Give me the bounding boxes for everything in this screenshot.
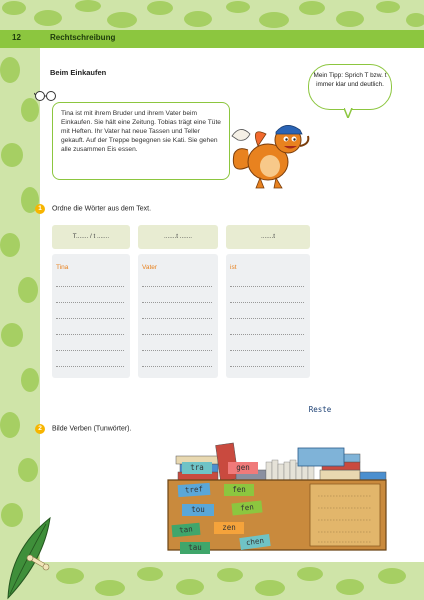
answer-line[interactable] (56, 318, 124, 319)
answer-line[interactable] (230, 350, 304, 351)
tip-speech-bubble (308, 64, 392, 110)
task-1-instruction (35, 204, 151, 214)
answer-line[interactable] (142, 334, 212, 335)
task-1-label: Ordne die Wörter aus dem Text. (51, 205, 152, 213)
column-header-3: .......t (226, 225, 310, 249)
answer-line[interactable] (56, 334, 124, 335)
story-heading: Beim Einkaufen (50, 68, 107, 77)
tip-text: Mein Tipp: Sprich T bzw. t immer klar und deutlich. (313, 72, 387, 88)
syllable-tile[interactable]: tra (182, 462, 212, 474)
syllable-tile[interactable]: tau (180, 542, 210, 554)
leaf-decoration-icon (0, 510, 60, 600)
task-2-badge: 2 (35, 424, 45, 434)
story-text: Tina ist mit ihrem Bruder und ihrem Vater beim Einkaufen. Sie hält eine Zeitung. Tobias trägt eine Tüte mit Heften. Ihr Vater hat neue Tassen und Teller gekauft. Auf der Treppe begegnen sie Kati. Sie gehen alle zusammen Eis essen. (61, 110, 221, 154)
syllable-tile[interactable]: gen (228, 462, 258, 474)
column-3-first-word: ist (230, 264, 237, 271)
answer-line[interactable] (56, 286, 124, 287)
answer-line[interactable] (230, 286, 304, 287)
syllable-tile[interactable]: fen (231, 500, 262, 515)
reste-sign-label: Reste (308, 405, 332, 414)
answer-line[interactable] (142, 350, 212, 351)
page-content (40, 48, 424, 562)
speech-bubble-tail (344, 108, 354, 118)
column-1-first-word: Tina (56, 264, 69, 271)
syllable-tile[interactable]: tref (178, 483, 211, 497)
column-header-1: T....... / t ....... (52, 225, 130, 249)
answer-line[interactable] (142, 302, 212, 303)
camouflage-bottom-border (0, 562, 424, 600)
syllable-tile[interactable]: fen (224, 484, 254, 496)
answer-column-1[interactable] (52, 254, 130, 378)
dragon-mascot-icon (220, 106, 320, 196)
syllable-tile[interactable]: tan (172, 523, 201, 537)
syllable-tile[interactable]: zen (214, 522, 244, 534)
section-title: Rechtschreibung (50, 33, 116, 42)
task-2-label: Bilde Verben (Tunwörter). (51, 425, 132, 433)
answer-column-2[interactable] (138, 254, 218, 378)
column-2-first-word: Vater (142, 264, 158, 271)
camouflage-top-border (0, 0, 424, 30)
answer-line[interactable] (230, 334, 304, 335)
page-header (0, 30, 424, 48)
task-2-instruction (35, 424, 131, 434)
glasses-icon (34, 90, 58, 102)
story-text-box (52, 102, 230, 180)
syllable-tile[interactable]: chen (239, 534, 270, 550)
answer-line[interactable] (142, 318, 212, 319)
answer-column-3[interactable] (226, 254, 310, 378)
page-number: 12 (12, 33, 21, 42)
answer-line[interactable] (142, 366, 212, 367)
answer-line[interactable] (56, 366, 124, 367)
answer-line[interactable] (230, 318, 304, 319)
task-1-badge: 1 (35, 204, 45, 214)
answer-line[interactable] (142, 286, 212, 287)
column-header-2: .......t ....... (138, 225, 218, 249)
answer-line[interactable] (56, 302, 124, 303)
answer-line[interactable] (56, 350, 124, 351)
syllable-tile[interactable]: tou (182, 504, 214, 516)
answer-line[interactable] (230, 366, 304, 367)
book-box-illustration (160, 400, 392, 560)
answer-line[interactable] (230, 302, 304, 303)
